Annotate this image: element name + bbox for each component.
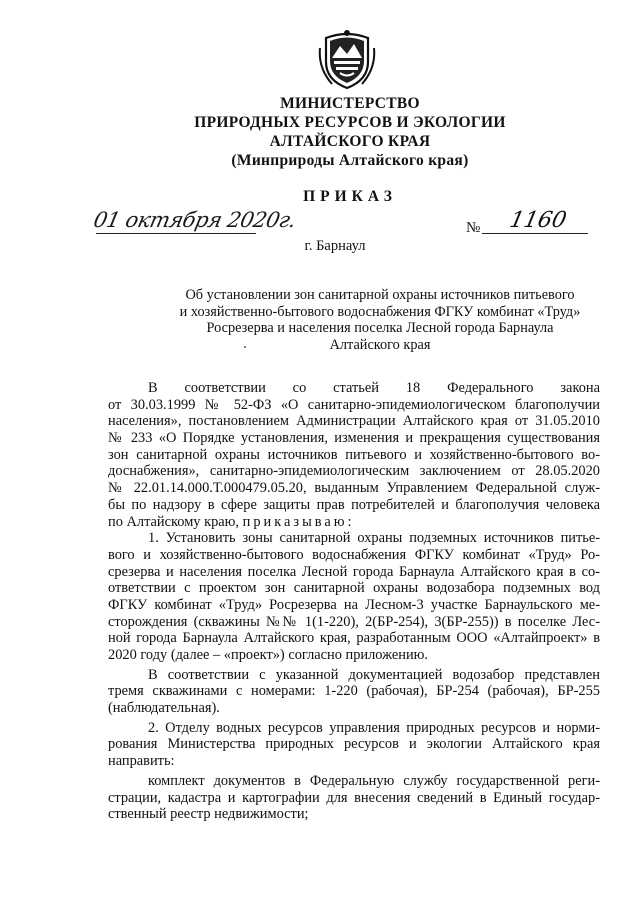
subject-line: Росрезерва и населения поселка Лесной города Барнаула <box>206 320 554 336</box>
order-subject <box>160 287 600 353</box>
body-line <box>108 514 600 531</box>
ministry-name-line-2: ПРИРОДНЫХ РЕСУРСОВ И ЭКОЛОГИИ <box>194 114 506 131</box>
body-line: комплект документов в Федеральную службу государственной реги- <box>148 772 600 789</box>
body-line: направить: <box>108 753 175 770</box>
date-underline <box>96 233 256 234</box>
number-label: № <box>466 220 481 236</box>
handwritten-number: 1160 <box>507 208 569 233</box>
body-line: доснабжения», санитарно-эпидемиологическим заключением от 28.05.2020 <box>108 463 600 480</box>
order-keyword: приказываю: <box>242 513 355 530</box>
order-body <box>108 380 600 823</box>
body-line: тремя скважинами с номерами: 1-220 (рабочая), БР-254 (рабочая), БР-255 <box>108 683 600 700</box>
body-text-fragment: по Алтайскому краю, <box>108 513 240 530</box>
subject-line: Алтайского края <box>329 336 431 353</box>
number-underline <box>482 233 588 234</box>
body-line: вого и хозяйственно-бытового водоснабжения ФГКУ комбинат «Труд» Ро- <box>108 546 600 563</box>
body-line: ной города Барнаула Алтайского края, разработанным ООО «Алтайпроект» в <box>108 630 600 647</box>
scan-speck <box>244 346 246 348</box>
body-line: бы по надзору в сфере защиты прав потребителей и благополучия человека <box>108 496 600 513</box>
ministry-name-line-1: МИНИСТЕРСТВО <box>280 95 420 112</box>
ministry-short-name: (Минприроды Алтайского края) <box>231 152 469 169</box>
body-line: 2. Отделу водных ресурсов управления природных ресурсов и норми- <box>148 719 600 736</box>
body-line: сторождения (скважины №№ 1(1-220), 2(БР-254), 3(БР-255)) в поселке Лес- <box>108 613 600 630</box>
body-line: № 22.01.14.000.Т.000479.05.20, выданным Управлением Федеральной служ- <box>108 480 600 497</box>
body-line: рования Министерства природных ресурсов и экологии Алтайского края <box>108 736 600 753</box>
body-line: № 233 «О Порядке установления, изменения и прекращения существования <box>108 430 600 447</box>
body-line: В соответствии с указанной документацией водозабор представлен <box>148 666 600 683</box>
city-name: г. Барнаул <box>304 238 366 254</box>
document-type-title: ПРИКАЗ <box>303 188 397 205</box>
body-line: от 30.03.1999 № 52-ФЗ «О санитарно-эпидемиологическом благополучии <box>108 396 600 413</box>
body-line: ственный реестр недвижимости; <box>108 806 309 823</box>
handwritten-date: 01 октября 2020г. <box>91 208 299 232</box>
coat-of-arms-emblem <box>318 28 376 90</box>
body-line: 1. Установить зоны санитарной охраны подземных источников питье- <box>148 530 600 547</box>
ministry-name-line-3: АЛТАЙСКОГО КРАЯ <box>269 133 431 150</box>
body-line: 2020 году (далее – «проект») согласно приложению. <box>108 647 429 663</box>
body-line: срезерва и населения поселка Лесной города Барнаула Алтайского края в со- <box>108 563 600 580</box>
body-line: ответствии с проектом зон санитарной охраны водозабора подземных вод <box>108 580 600 597</box>
body-line: В соответствии со статьей 18 Федерального закона <box>148 380 600 396</box>
body-line: зон санитарной охраны источников питьевого и хозяйственно-бытового во- <box>108 446 600 463</box>
subject-line: Об установлении зон санитарной охраны источников питьевого <box>185 287 575 303</box>
body-line: населения», постановлением Администрации Алтайского края от 31.05.2010 <box>108 413 600 430</box>
body-line: (наблюдательная). <box>108 700 220 717</box>
subject-line: и хозяйственно-бытового водоснабжения ФГКУ комбинат «Труд» <box>179 303 581 320</box>
body-line: страции, кадастра и картографии для внесения сведений в Единый государ- <box>108 789 600 806</box>
body-line: ФГКУ комбинат «Труд» Росрезерва на Лесном-3 участке Барнаульского ме- <box>108 596 600 613</box>
